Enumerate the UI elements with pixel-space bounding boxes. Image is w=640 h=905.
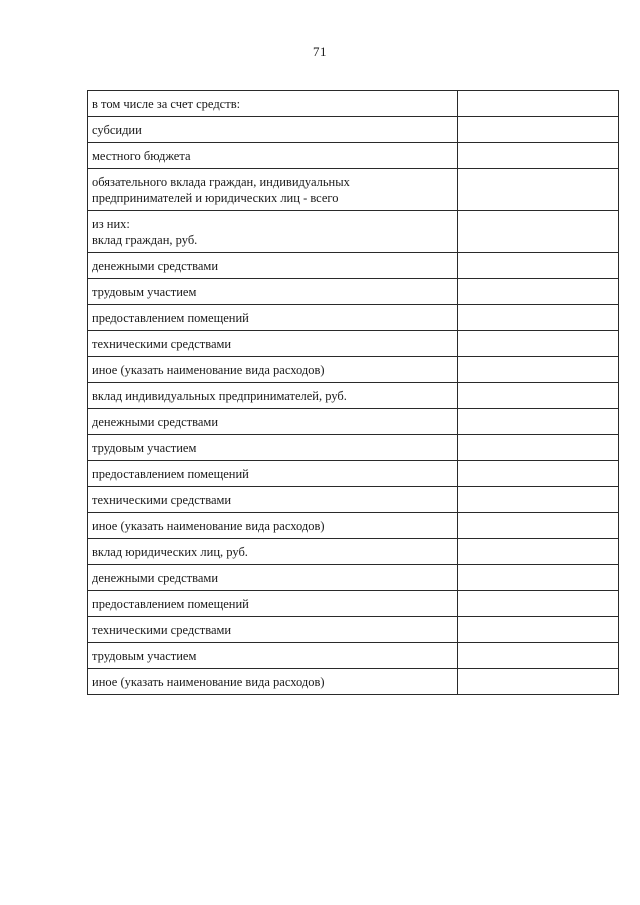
row-label <box>88 169 458 211</box>
table-row <box>88 539 619 565</box>
row-label <box>88 143 458 169</box>
row-label-line: субсидии <box>92 123 142 137</box>
row-value <box>458 91 619 117</box>
row-label <box>88 331 458 357</box>
row-label-line: в том числе за счет средств: <box>92 97 241 111</box>
table-row <box>88 143 619 169</box>
table-row <box>88 487 619 513</box>
table-row <box>88 591 619 617</box>
row-value <box>458 331 619 357</box>
row-label-line: предоставлением помещений <box>92 467 249 481</box>
table-row <box>88 331 619 357</box>
row-label-line: предоставлением помещений <box>92 311 249 325</box>
row-value <box>458 591 619 617</box>
row-value <box>458 669 619 695</box>
table-row <box>88 357 619 383</box>
row-value <box>458 487 619 513</box>
row-label <box>88 305 458 331</box>
row-value <box>458 383 619 409</box>
row-value <box>458 253 619 279</box>
row-label <box>88 565 458 591</box>
row-label <box>88 253 458 279</box>
row-label-line: иное (указать наименование вида расходов) <box>92 519 325 533</box>
row-label <box>88 539 458 565</box>
row-label <box>88 279 458 305</box>
row-label-line: иное (указать наименование вида расходов) <box>92 363 325 377</box>
table-row <box>88 91 619 117</box>
row-label-line: техническими средствами <box>92 493 232 507</box>
row-label <box>88 211 458 253</box>
table-row <box>88 565 619 591</box>
row-label-line: техническими средствами <box>92 337 232 351</box>
row-label <box>88 357 458 383</box>
row-label-line: вклад юридических лиц, руб. <box>92 545 248 559</box>
row-label-line: предоставлением помещений <box>92 597 249 611</box>
table-row <box>88 253 619 279</box>
table-row <box>88 383 619 409</box>
page-number: 71 <box>313 44 327 59</box>
row-label-line: иное (указать наименование вида расходов) <box>92 675 325 689</box>
row-label-line: вклад граждан, руб. <box>92 233 198 247</box>
table-row <box>88 169 619 211</box>
row-label <box>88 513 458 539</box>
row-label <box>88 117 458 143</box>
row-value <box>458 211 619 253</box>
row-label-line: техническими средствами <box>92 623 232 637</box>
row-label <box>88 383 458 409</box>
row-value <box>458 565 619 591</box>
row-label-line: обязательного вклада граждан, индивидуальных <box>92 175 350 189</box>
table-row <box>88 279 619 305</box>
row-value <box>458 461 619 487</box>
row-value <box>458 435 619 461</box>
row-label <box>88 461 458 487</box>
row-label <box>88 617 458 643</box>
row-label <box>88 669 458 695</box>
table-row <box>88 513 619 539</box>
row-value <box>458 117 619 143</box>
row-label-line: вклад индивидуальных предпринимателей, руб. <box>92 389 347 403</box>
row-label <box>88 643 458 669</box>
row-label-line: трудовым участием <box>92 285 197 299</box>
row-value <box>458 357 619 383</box>
row-value <box>458 513 619 539</box>
table-row <box>88 409 619 435</box>
row-label <box>88 409 458 435</box>
row-value <box>458 305 619 331</box>
row-value <box>458 539 619 565</box>
row-label <box>88 591 458 617</box>
row-label-line: из них: <box>92 217 130 231</box>
table-row <box>88 305 619 331</box>
table-row <box>88 211 619 253</box>
row-value <box>458 279 619 305</box>
row-value <box>458 409 619 435</box>
funding-table <box>87 90 619 695</box>
table-row <box>88 669 619 695</box>
table-row <box>88 435 619 461</box>
row-label-line: местного бюджета <box>92 149 191 163</box>
table-body <box>88 91 619 695</box>
row-label-line: денежными средствами <box>92 259 219 273</box>
row-value <box>458 169 619 211</box>
table-row <box>88 461 619 487</box>
table-row <box>88 117 619 143</box>
row-value <box>458 617 619 643</box>
row-value <box>458 143 619 169</box>
table-row <box>88 617 619 643</box>
table-row <box>88 643 619 669</box>
row-label-line: денежными средствами <box>92 415 219 429</box>
row-value <box>458 643 619 669</box>
row-label-line: денежными средствами <box>92 571 219 585</box>
row-label <box>88 487 458 513</box>
row-label-line: трудовым участием <box>92 441 197 455</box>
row-label-line: предпринимателей и юридических лиц - всего <box>92 191 339 205</box>
row-label-line: трудовым участием <box>92 649 197 663</box>
row-label <box>88 435 458 461</box>
row-label <box>88 91 458 117</box>
